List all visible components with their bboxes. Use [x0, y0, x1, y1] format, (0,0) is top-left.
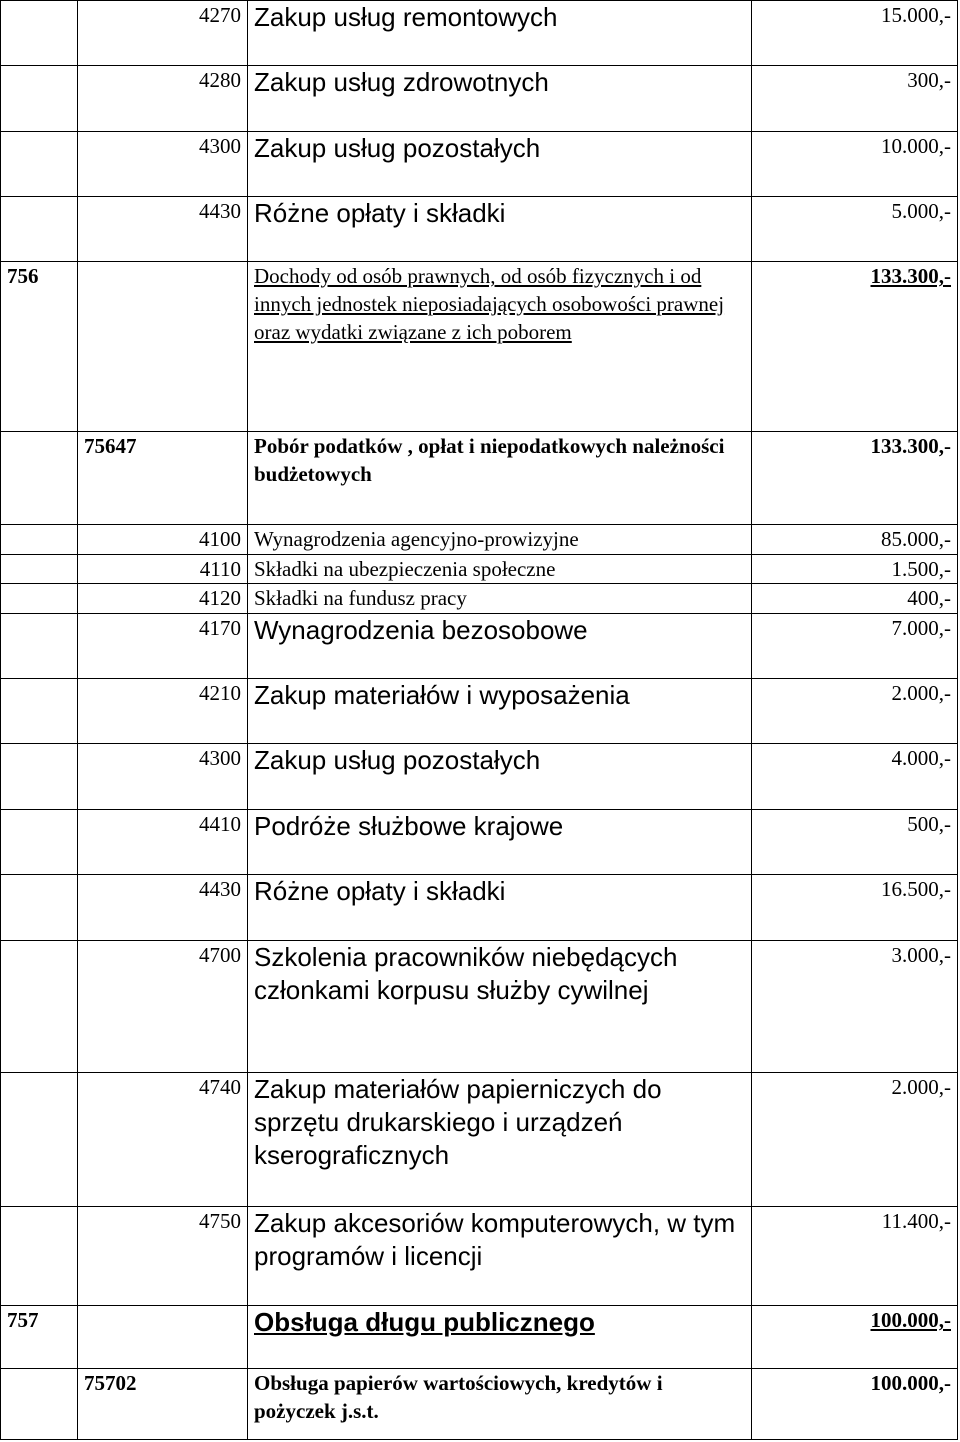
rozdzial-cell: [78, 555, 248, 584]
table-row: [1, 1073, 958, 1207]
description-cell: Różne opłaty i składki: [248, 875, 752, 941]
description-cell: Różne opłaty i składki: [248, 197, 752, 262]
amount-cell: 7.000,-: [752, 614, 958, 679]
table-row: [1, 1207, 958, 1306]
amount-cell: 11.400,-: [752, 1207, 958, 1306]
rozdzial-cell: [78, 614, 248, 679]
dzial-cell: [1, 1073, 78, 1207]
dzial-cell: 757: [1, 1306, 78, 1369]
table-row: [1, 555, 958, 584]
rozdzial-cell: [78, 262, 248, 432]
amount-cell: 85.000,-: [752, 525, 958, 555]
dzial-cell: [1, 525, 78, 555]
amount-cell: 300,-: [752, 66, 958, 132]
dzial-cell: [1, 132, 78, 197]
dzial-cell: [1, 584, 78, 614]
dzial-cell: [1, 197, 78, 262]
paragraph-code: 4210: [199, 681, 241, 705]
description-cell: Szkolenia pracowników niebędących członkami korpusu służby cywilnej: [248, 941, 752, 1073]
paragraph-code: 4430: [199, 877, 241, 901]
rozdzial-cell: [78, 679, 248, 744]
rozdzial-cell: [78, 1, 248, 66]
paragraph-code: 4110: [199, 557, 241, 581]
description-cell: Podróże służbowe krajowe: [248, 810, 752, 875]
dzial-amount: 100.000,-: [870, 1308, 951, 1332]
rozdzial-cell: [78, 525, 248, 555]
paragraph-code: 4280: [199, 68, 241, 92]
amount-cell: 5.000,-: [752, 197, 958, 262]
description-cell: Zakup materiałów papierniczych do sprzętu drukarskiego i urządzeń kserograficznych: [248, 1073, 752, 1207]
rozdzial-cell: [78, 1073, 248, 1207]
table-row: [1, 1369, 958, 1440]
dzial-title: Obsługa długu publicznego: [254, 1307, 595, 1337]
description-cell: Składki na ubezpieczenia społeczne: [248, 555, 752, 584]
amount-cell: 3.000,-: [752, 941, 958, 1073]
paragraph-code: 4740: [199, 1075, 241, 1099]
paragraph-code: 4170: [199, 616, 241, 640]
description-cell: Obsługa papierów wartościowych, kredytów i pożyczek j.s.t.: [248, 1369, 752, 1440]
rozdzial-cell: [78, 66, 248, 132]
rozdzial-cell: [78, 941, 248, 1073]
description-cell: Zakup materiałów i wyposażenia: [248, 679, 752, 744]
amount-cell: 500,-: [752, 810, 958, 875]
description-cell: Zakup usług pozostałych: [248, 132, 752, 197]
table-row: [1, 744, 958, 810]
paragraph-code: 4270: [199, 3, 241, 27]
table-row: [1, 1, 958, 66]
rozdzial-cell: 75702: [78, 1369, 248, 1440]
description-cell: Zakup usług zdrowotnych: [248, 66, 752, 132]
paragraph-code: 4410: [199, 812, 241, 836]
rozdzial-cell: [78, 1306, 248, 1369]
rozdzial-cell: 75647: [78, 432, 248, 525]
dzial-amount: 133.300,-: [870, 264, 951, 288]
table-row: [1, 679, 958, 744]
description-cell: [248, 1306, 752, 1369]
table-row: [1, 810, 958, 875]
dzial-cell: [1, 1369, 78, 1440]
table-row: [1, 614, 958, 679]
amount-cell: 16.500,-: [752, 875, 958, 941]
dzial-cell: [1, 555, 78, 584]
dzial-cell: [1, 1207, 78, 1306]
table-row: [1, 262, 958, 432]
dzial-cell: [1, 1, 78, 66]
amount-cell: 2.000,-: [752, 679, 958, 744]
description-cell: Zakup usług pozostałych: [248, 744, 752, 810]
table-row: [1, 584, 958, 614]
dzial-cell: [1, 679, 78, 744]
dzial-cell: [1, 941, 78, 1073]
dzial-cell: [1, 66, 78, 132]
rozdzial-cell: [78, 584, 248, 614]
dzial-title: Dochody od osób prawnych, od osób fizycznych i od innych jednostek nieposiadających osobowości prawnej oraz wydatki związane z ich poborem: [254, 264, 725, 344]
amount-cell: 2.000,-: [752, 1073, 958, 1207]
description-cell: Zakup usług remontowych: [248, 1, 752, 66]
rozdzial-cell: [78, 810, 248, 875]
rozdzial-cell: [78, 197, 248, 262]
table-row: [1, 1306, 958, 1369]
rozdzial-cell: [78, 132, 248, 197]
amount-cell: 10.000,-: [752, 132, 958, 197]
description-cell: Wynagrodzenia bezosobowe: [248, 614, 752, 679]
table-row: [1, 66, 958, 132]
amount-cell: 100.000,-: [752, 1369, 958, 1440]
dzial-cell: [1, 875, 78, 941]
description-cell: Zakup akcesoriów komputerowych, w tym programów i licencji: [248, 1207, 752, 1306]
dzial-cell: [1, 744, 78, 810]
table-row: [1, 197, 958, 262]
amount-cell: [752, 1306, 958, 1369]
dzial-cell: 756: [1, 262, 78, 432]
description-cell: Składki na fundusz pracy: [248, 584, 752, 614]
description-cell: Wynagrodzenia agencyjno-prowizyjne: [248, 525, 752, 555]
rozdzial-cell: [78, 875, 248, 941]
amount-cell: 15.000,-: [752, 1, 958, 66]
table-row: [1, 941, 958, 1073]
paragraph-code: 4300: [199, 134, 241, 158]
rozdzial-cell: [78, 744, 248, 810]
description-cell: [248, 262, 752, 432]
paragraph-code: 4430: [199, 199, 241, 223]
table-row: [1, 875, 958, 941]
dzial-cell: [1, 432, 78, 525]
rozdzial-cell: [78, 1207, 248, 1306]
table-row: [1, 132, 958, 197]
dzial-cell: [1, 810, 78, 875]
paragraph-code: 4120: [199, 586, 241, 610]
dzial-cell: [1, 614, 78, 679]
table-row: [1, 432, 958, 525]
table-row: [1, 525, 958, 555]
description-cell: Pobór podatków , opłat i niepodatkowych należności budżetowych: [248, 432, 752, 525]
amount-cell: 133.300,-: [752, 432, 958, 525]
paragraph-code: 4100: [199, 527, 241, 551]
paragraph-code: 4750: [199, 1209, 241, 1233]
amount-cell: 4.000,-: [752, 744, 958, 810]
paragraph-code: 4700: [199, 943, 241, 967]
amount-cell: 400,-: [752, 584, 958, 614]
amount-cell: 1.500,-: [752, 555, 958, 584]
paragraph-code: 4300: [199, 746, 241, 770]
amount-cell: [752, 262, 958, 432]
